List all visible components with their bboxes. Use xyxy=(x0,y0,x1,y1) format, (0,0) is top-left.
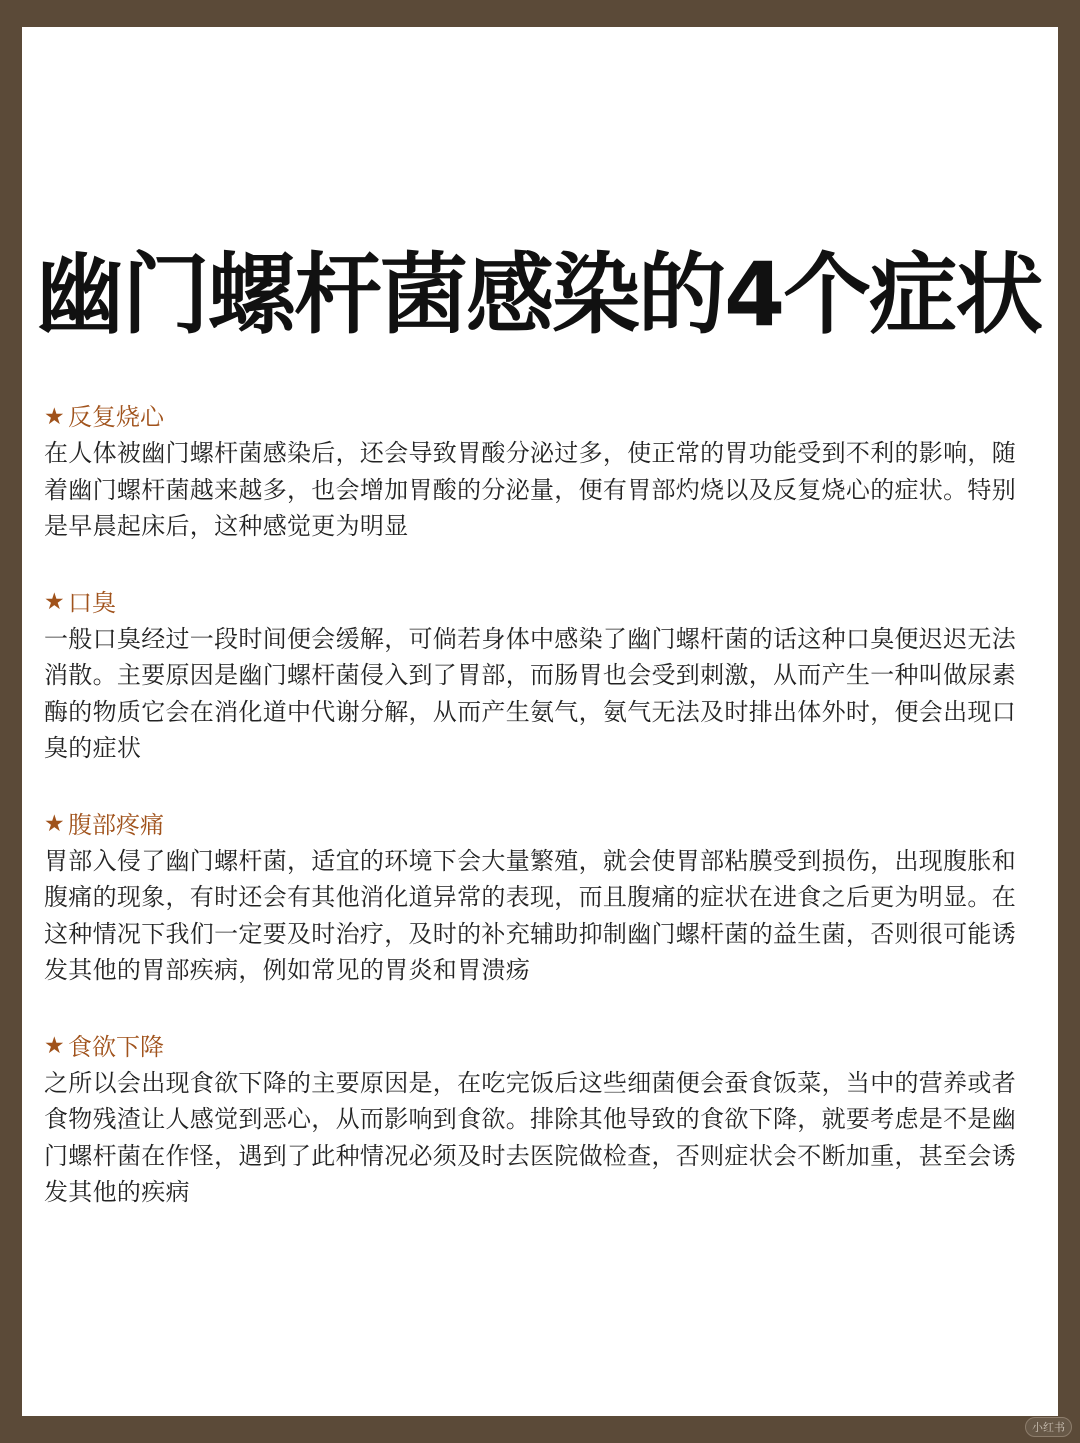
section-title: 腹部疼痛 xyxy=(68,810,164,839)
section-body: 胃部入侵了幽门螺杆菌，适宜的环境下会大量繁殖，就会使胃部粘膜受到损伤，出现腹胀和腹痛的现象，有时还会有其他消化道异常的表现，而且腹痛的症状在进食之后更为明显。在这种情况下我们一定要及时治疗，及时的补充辅助抑制幽门螺杆菌的益生菌，否则很可能诱发其他的胃部疾病，例如常见的胃炎和胃溃疡 xyxy=(44,846,1016,984)
section-heading xyxy=(44,1029,1024,1065)
page-title: 幽门螺杆菌感染的4个症状 xyxy=(36,243,1042,346)
star-icon: ★ xyxy=(44,589,65,615)
symptom-section-heartburn xyxy=(44,399,1024,545)
star-icon: ★ xyxy=(44,403,65,430)
star-icon: ★ xyxy=(44,1033,65,1059)
section-heading xyxy=(44,399,1024,435)
section-title: 口臭 xyxy=(68,588,116,617)
symptom-list xyxy=(44,399,1024,1251)
section-body: 之所以会出现食欲下降的主要原因是，在吃完饭后这些细菌便会蚕食饭菜，当中的营养或者食物残渣让人感觉到恶心，从而影响到食欲。排除其他导致的食欲下降，就要考虑是不是幽门螺杆菌在作怪，遇到了此种情况必须及时去医院做检查，否则症状会不断加重，甚至会诱发其他的疾病 xyxy=(44,1068,1016,1206)
symptom-section-bad-breath xyxy=(44,585,1024,767)
star-icon: ★ xyxy=(44,811,65,837)
section-heading xyxy=(44,807,1024,843)
section-title: 食欲下降 xyxy=(68,1032,164,1061)
symptom-section-abdominal-pain xyxy=(44,807,1024,989)
section-body: 在人体被幽门螺杆菌感染后，还会导致胃酸分泌过多，使正常的胃功能受到不利的影响，随着幽门螺杆菌越来越多，也会增加胃酸的分泌量，便有胃部灼烧以及反复烧心的症状。特别是早晨起床后，这种感觉更为明显 xyxy=(44,439,1016,540)
section-body: 一般口臭经过一段时间便会缓解，可倘若身体中感染了幽门螺杆菌的话这种口臭便迟迟无法消散。主要原因是幽门螺杆菌侵入到了胃部，而肠胃也会受到刺激，从而产生一种叫做尿素酶的物质它会在消化道中代谢分解，从而产生氨气，氨气无法及时排出体外时，便会出现口臭的症状 xyxy=(44,624,1016,762)
section-title: 反复烧心 xyxy=(68,403,164,431)
article-card xyxy=(22,27,1058,1416)
watermark: 小红书 xyxy=(1025,1417,1072,1437)
symptom-section-appetite-loss xyxy=(44,1029,1024,1211)
section-heading xyxy=(44,585,1024,621)
